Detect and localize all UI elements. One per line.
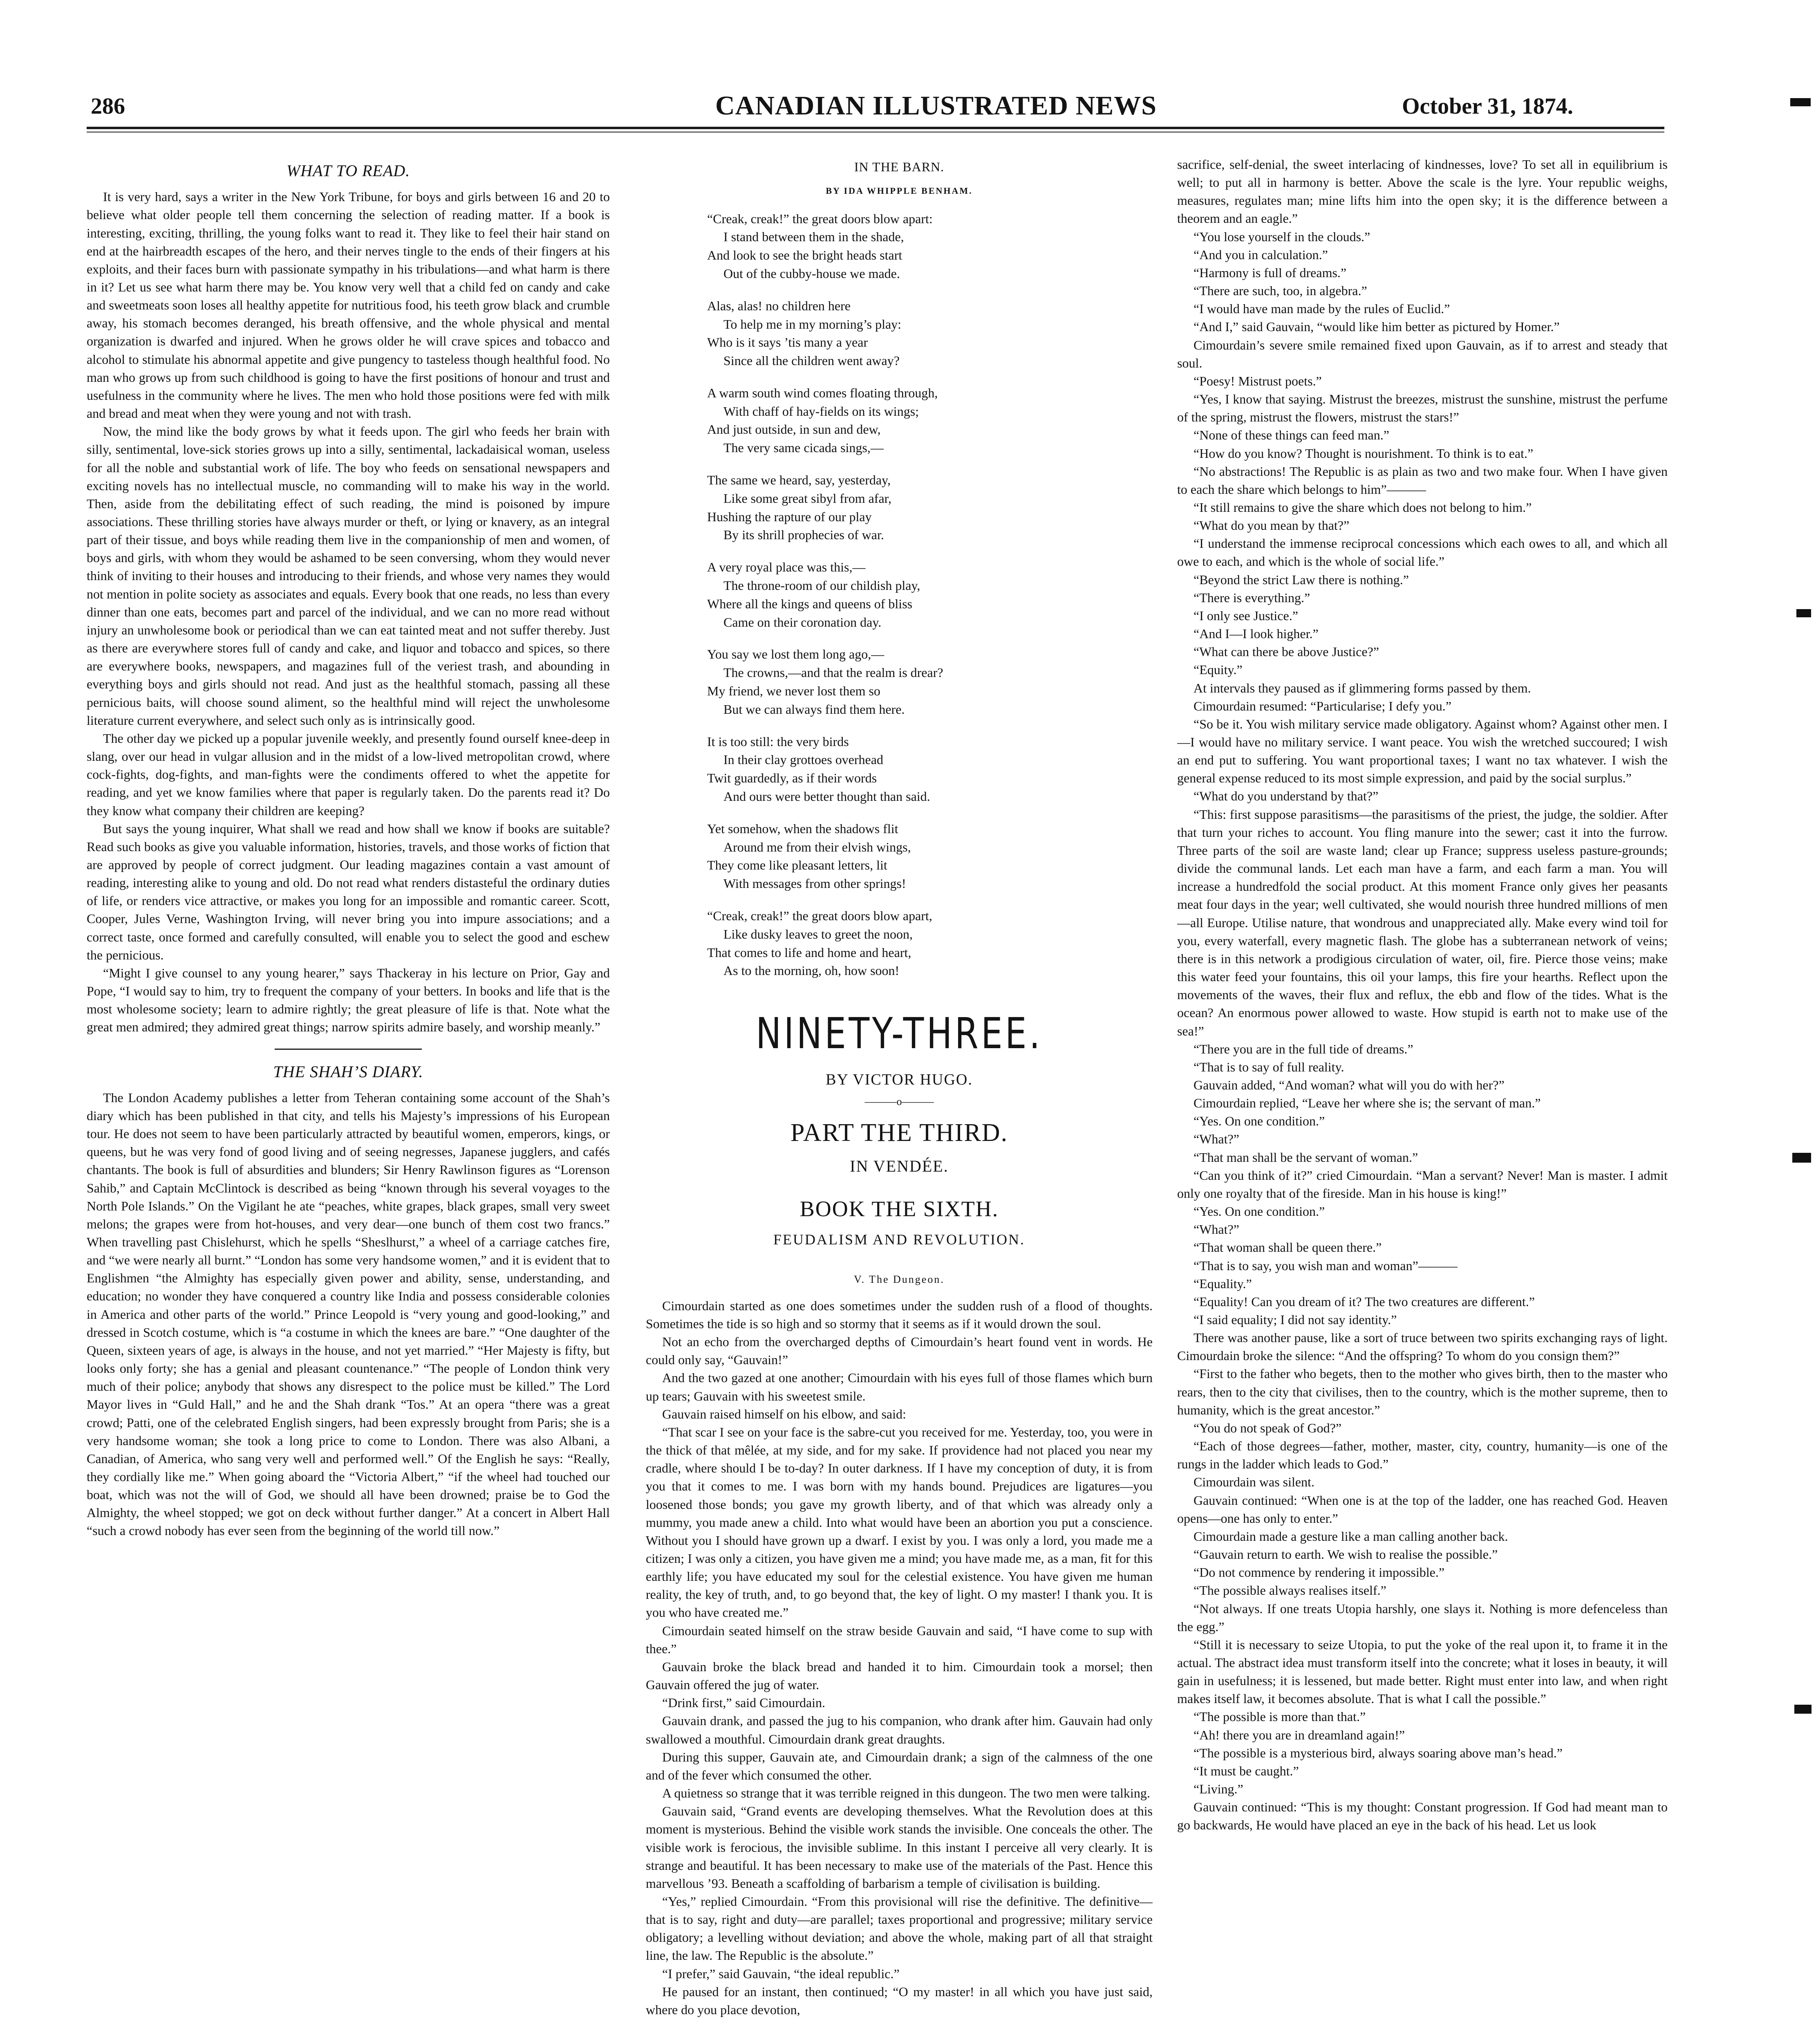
section-title-shahs-diary: THE SHAH’S DIARY. xyxy=(273,1062,423,1081)
story-paragraph: “Yes. On one condition.” xyxy=(1193,1204,1325,1219)
newspaper-title: CANADIAN ILLUSTRATED NEWS xyxy=(715,91,1157,121)
story-paragraph: “Gauvain return to earth. We wish to realise the possible.” xyxy=(1193,1547,1498,1562)
poem-line: My friend, we never lost them so xyxy=(707,684,880,699)
story-paragraph: Cimourdain started as one does sometimes under the sudden rush of a flood of thoughts. Sometimes the tide is so high and so stormy that it seems as if it would drown the soul. xyxy=(646,1298,1153,1331)
poem-line: “Creak, creak!” the great doors blow apart, xyxy=(707,908,932,923)
story-paragraph: Cimourdain resumed: “Particularise; I defy you.” xyxy=(1193,698,1451,713)
poem-stanza xyxy=(707,210,1153,283)
poem-body xyxy=(646,210,1153,980)
story-paragraph: “It must be caught.” xyxy=(1193,1763,1299,1778)
story-paragraph: “How do you know? Thought is nourishment. To think is to eat.” xyxy=(1193,446,1534,461)
poem-stanza xyxy=(707,907,1153,980)
story-paragraph: At intervals they paused as if glimmering forms passed by them. xyxy=(1193,680,1531,695)
story-paragraph: “The possible is more than that.” xyxy=(1193,1709,1366,1724)
poem-line: With chaff of hay-fields on its wings; xyxy=(723,403,919,419)
poem-line: As to the morning, oh, how soon! xyxy=(723,963,900,978)
story-paragraph: Gauvain added, “And woman? what will you do with her?” xyxy=(1193,1077,1505,1092)
story-paragraph: “There are such, too, in algebra.” xyxy=(1193,283,1367,298)
story-paragraph: “And I—I look higher.” xyxy=(1193,626,1319,641)
article-paragraph: Now, the mind like the body grows by what it feeds upon. The girl who feeds her brain with silly, sentimental, love-sick stories grows up into a silly, sentimental, lackadaisical woman, useless for all the noble and substantial work of life. The boy who feeds on sensational newspapers and exciting novels has no intellectual muscle, no commanding will to make his way in the world. Then, aside from the debilitating effect of such reading, the mind is poisoned by impure associations. These thrilling stories have always murder or theft, or lying or knavery, as an integral part of their tissue, and boys while reading them live in the companionship of men and women, of boys and girls, with whom they would be ashamed to be seen conversing, whom they would never think of inviting to their houses and introducing to their friends, and whose very names they would not mention in polite society as associates and equals. Every book that one reads, no less than every dinner than one eats, becomes part and parcel of the individual, and we can no more read without injury an unwholesome book or periodical than we can eat tainted meat and not suffer thereby. Just as there are everywhere stores full of candy and cake, and liquor and tobacco and spices, so there are everywhere books, newspapers, and magazines full of the veriest trash, and abounding in everything boys and girls should not read. And just as the healthful stomach, passing all these pernicious baits, will choose sound aliment, so the healthful mind will reject the unwholesome literature current everywhere, and select such only as is intrinsically good. xyxy=(87,424,610,728)
story-paragraph: “And you in calculation.” xyxy=(1193,247,1328,262)
story-paragraph: “Equity.” xyxy=(1193,662,1243,677)
story-paragraph: “Harmony is full of dreams.” xyxy=(1193,265,1347,280)
poem-stanza xyxy=(707,645,1153,718)
story-paragraph: “You do not speak of God?” xyxy=(1193,1420,1342,1435)
issue-date: October 31, 1874. xyxy=(1402,94,1573,119)
poem-title: IN THE BARN. xyxy=(854,159,945,174)
poem-line: Like dusky leaves to greet the noon, xyxy=(723,926,913,941)
story-paragraph: “Equality.” xyxy=(1193,1276,1252,1291)
story-paragraph: “Yes,” replied Cimourdain. “From this provisional will rise the definitive. The definitive—that is to say, right and duty—are parallel; taxes proportional and progressive; military service obligatory; a levelling without deviation; and above the whole, making part of all that straight line, the law. The Republic is the absolute.” xyxy=(646,1894,1153,1963)
story-paragraph: “This: first suppose parasitisms—the parasitisms of the priest, the judge, the soldier. After that turn your riches to account. You fling manure into the sewer; cast it into the furrow. Three parts of the soil are waste land; clear up France; suppress useless pasture-grounds; divide the communal lands. Let each man have a farm, and each farm a man. You will increase a hundredfold the social product. At this moment France only gives her peasants meat four days in the year; well cultivated, she would nourish three hundred millions of men—all Europe. Utilise nature, that wondrous and unappreciated ally. Make every wind toil for you, every waterfall, every magnetic flash. The globe has a subterranean network of veins; there is in this network a prodigious circulation of water, oil, fire. Pierce those veins; make this water feed your fountains, this oil your lamps, this fire your hearths. Reflect upon the movements of the waves, their flux and reflux, the ebb and flow of the tides. What is the ocean? An enormous power allowed to waste. How stupid is earth not to make use of the sea!” xyxy=(1177,807,1668,1038)
poem-line: Alas, alas! no children here xyxy=(707,298,851,313)
book-heading: BOOK THE SIXTH. xyxy=(799,1196,999,1221)
serial-title: NINETY-THREE. xyxy=(756,1009,1043,1059)
story-paragraph: Gauvain raised himself on his elbow, and said: xyxy=(662,1406,906,1421)
story-paragraph: “Beyond the strict Law there is nothing.” xyxy=(1193,572,1409,587)
story-paragraph: “I prefer,” said Gauvain, “the ideal republic.” xyxy=(662,1966,900,1981)
poem-line: Yet somehow, when the shadows flit xyxy=(707,821,898,836)
poem-line: Who is it says ’tis many a year xyxy=(707,335,868,350)
column-1 xyxy=(87,155,610,2044)
story-paragraph: And the two gazed at one another; Cimourdain with his eyes full of those flames which burn up tears; Gauvain with his sweetest smile. xyxy=(646,1370,1153,1403)
serial-byline: BY VICTOR HUGO. xyxy=(826,1071,973,1088)
story-paragraph: Gauvain drank, and passed the jug to his companion, who drank after him. Gauvain had only swallowed a mouthful. Cimourdain drank great draughts. xyxy=(646,1713,1153,1746)
story-paragraph: “Not always. If one treats Utopia harshly, one slays it. Nothing is more defenceless than the egg.” xyxy=(1177,1601,1668,1634)
binding-mark xyxy=(1796,609,1811,617)
poem-line: And ours were better thought than said. xyxy=(723,789,930,804)
story-paragraph: “You lose yourself in the clouds.” xyxy=(1193,229,1370,244)
poem-line: Came on their coronation day. xyxy=(723,614,882,630)
poem-stanza xyxy=(707,820,1153,893)
article-paragraph: It is very hard, says a writer in the New York Tribune, for boys and girls between 16 and 20 to believe what older people tell them concerning the selection of reading matter. If a book is interesting, exciting, thrilling, the young folks want to read it. They like to feel their hair stand on end at the hairbreadth escapes of the hero, and their nerves tingle to the ends of their fingers at his exploits, and their faces burn with passionate sympathy in his tribulations—and what harm is there in it? Let us see what harm there may be. You know very well that a child fed on candy and cake and sweetmeats soon loses all healthy appetite for nutritious food, his teeth grow black and crumble away, his stomach becomes deranged, his breath offensive, and the whole physical and mental organization is dwarfed and injured. When he grows older he will crave spices and tobacco and alcohol to stimulate his abnormal appetite and give pungency to tasteless though healthful food. No man who grows up from such childhood is going to have the first positions of honour and trust and usefulness in the community where he lives. The men who hold those positions were fed with milk and bread and meat when they were young and not with trash. xyxy=(87,189,610,421)
story-paragraph: “None of these things can feed man.” xyxy=(1193,428,1389,443)
poem-line: A very royal place was this,— xyxy=(707,560,866,575)
story-paragraph: Cimourdain seated himself on the straw beside Gauvain and said, “I have come to sup with thee.” xyxy=(646,1623,1153,1656)
story-paragraph: “What do you mean by that?” xyxy=(1193,518,1350,533)
poem-line: The very same cicada sings,— xyxy=(723,440,884,455)
article-paragraph: “Might I give counsel to any young hearer,” says Thackeray in his lecture on Prior, Gay and Pope, “I would say to him, try to frequent the company of your betters. In books and life that is the most wholesome society; learn to admire rightly; the great pleasure of life is that. Note what the great men admired; they admired great things; narrow spirits admire basely, and worship meanly.” xyxy=(87,965,610,1035)
story-paragraph: “Still it is necessary to seize Utopia, to put the yoke of the real upon it, to frame it in the actual. The abstract idea must transform itself into the concrete; what it loses in beauty, it will gain in usefulness; it is lessened, but made better. Right must enter into law, and when right makes itself law, it becomes absolute. That is what I call the possible.” xyxy=(1177,1637,1668,1706)
story-paragraph: “Equality! Can you dream of it? The two creatures are different.” xyxy=(1193,1294,1535,1309)
section-title-what-to-read: WHAT TO READ. xyxy=(286,161,410,180)
chapter-heading: V. The Dungeon. xyxy=(854,1273,945,1285)
poem-line: And look to see the bright heads start xyxy=(707,248,902,263)
article-paragraph: But says the young inquirer, What shall we read and how shall we know if books are suitable? Read such books as give you valuable information, histories, travels, and those works of fiction that are approved by people of correct judgment. Our leading magazines contain a vast amount of reading, interesting alike to young and old. Do not read what renders distasteful the ordinary duties of life, or renders vice attractive, or makes you long for an impossible and romantic career. Scott, Cooper, Jules Verne, Washington Irving, will never bring you into impure associations; and a correct taste, once formed and carefully consulted, will enable you to select the good and eschew the pernicious. xyxy=(87,821,610,962)
poem-line: That comes to life and home and heart, xyxy=(707,945,911,960)
story-paragraph: “Do not commence by rendering it impossible.” xyxy=(1193,1565,1445,1580)
poem-line: Since all the children went away? xyxy=(723,353,900,368)
poem-line: The throne-room of our childish play, xyxy=(723,578,920,593)
story-paragraph: “That man shall be the servant of woman.” xyxy=(1193,1150,1418,1165)
story-paragraph: “That is to say of full reality. xyxy=(1193,1059,1344,1074)
story-paragraph: “What?” xyxy=(1193,1132,1239,1147)
binding-mark xyxy=(1792,1153,1811,1163)
poem-line: But we can always find them here. xyxy=(723,702,905,717)
story-paragraph: “The possible is a mysterious bird, always soaring above man’s head.” xyxy=(1193,1745,1563,1760)
binding-mark xyxy=(1794,1705,1812,1714)
story-paragraph: Not an echo from the overcharged depths of Cimourdain’s heart found vent in words. He could only say, “Gauvain!” xyxy=(646,1334,1153,1367)
article-paragraph: The London Academy publishes a letter from Teheran containing some account of the Shah’s diary which has been published in that city, and tells his Majesty’s impressions of his European tour. He does not seem to have been particularly attracted by beautiful women, emperors, kings, or queens, but he was very fond of good living and of seeing negresses, Japanese jugglers, and cafés chantants. The book is full of absurdities and blunders; Sir Henry Rawlinson figures as “Lorenson Sahib,” and Captain McClintock is described as being “known through his several voyages to the North Pole Islands.” On the Vigilant he ate “peaches, white grapes, black grapes, small very sweet melons; the grapes were from hot-houses, and very dear—one bunch of them cost two francs.” When travelling past Chislehurst, which he spells “Sheslhurst,” a wheel of a carriage catches fire, and “we were nearly all burnt.” “London has some very handsome women,” and it is evident that to Englishmen “the Almighty has especially given power and ability, sense, understanding, and education; no wonder they have conquered a country like India and possess considerable colonies in America and other parts of the world.” Prince Leopold is “very young and good-looking,” and dressed in Scotch costume, which is “a costume in which the knees are bare.” “One daughter of the Queen, sixteen years of age, is always in the house, and not yet married.” “Her Majesty is fifty, but looks only forty; she has a genial and pleasant countenance.” “The people of London think very much of their police; anybody that shows any disrespect to the police must be killed.” The Lord Mayor lives in “Guld Hall,” and he and the Shah drank “Tos.” At an opera “there was a great crowd; Patti, one of the celebrated English singers, had been expressly brought from Paris; she is a very handsome woman; she took a long price to come to London. There was also Albani, a Canadian, of America, who sang very well and performed well.” Of the English he says: “Really, they cordially like me.” When going aboard the “Victoria Albert,” “if the wheel had touched our boat, which was not the will of God, we should all have been drowned; praise be to God the Almighty, the wheel stopped; we got on deck without further danger.” At a concert in Albert Hall “such a crowd nobody has ever seen from the beginning of the world till now.” xyxy=(87,1090,610,1538)
poem-line: The crowns,—and that the realm is drear? xyxy=(723,665,943,680)
poem-line: Where all the kings and queens of bliss xyxy=(707,596,913,611)
story-paragraph: “I only see Justice.” xyxy=(1193,608,1298,623)
story-paragraph: “What can there be above Justice?” xyxy=(1193,644,1379,659)
poem-line: Out of the cubby-house we made. xyxy=(723,266,900,281)
poem-line: With messages from other springs! xyxy=(723,876,906,891)
story-paragraph: “I said equality; I did not say identity.” xyxy=(1193,1312,1397,1327)
story-paragraph: “And I,” said Gauvain, “would like him better as pictured by Homer.” xyxy=(1193,319,1560,334)
story-paragraph: “No abstractions! The Republic is as plain as two and two make four. When I have given to each the share which belongs to him”——— xyxy=(1177,464,1668,497)
poem-stanza xyxy=(707,471,1153,544)
story-paragraph: During this supper, Gauvain ate, and Cimourdain drank; a sign of the calmness of the one and of the fever which consumed the other. xyxy=(646,1749,1153,1782)
poem-line: Twit guardedly, as if their words xyxy=(707,771,877,786)
location-heading: IN VENDÉE. xyxy=(850,1156,949,1175)
story-paragraph: Gauvain said, “Grand events are developing themselves. What the Revolution does at this moment is mysterious. Behind the visible work stands the invisible. One conceals the other. The visible work is ferocious, the invisible sublime. In this instant I perceive all very clearly. It is strange and beautiful. It has been necessary to make use of the materials of the Past. Hence this marvellous ’93. Beneath a scaffolding of barbarism a temple of civilisation is building. xyxy=(646,1804,1153,1891)
story-paragraph: Gauvain broke the black bread and handed it to him. Cimourdain took a morsel; then Gauvain offered the jug of water. xyxy=(646,1659,1153,1692)
story-paragraph: Cimourdain was silent. xyxy=(1193,1475,1314,1490)
column-2 xyxy=(646,155,1153,2044)
story-paragraph: “What?” xyxy=(1193,1222,1239,1237)
story-paragraph: Cimourdain replied, “Leave her where she is; the servant of man.” xyxy=(1193,1096,1541,1111)
page-number: 286 xyxy=(91,94,125,119)
poem-line: Around me from their elvish wings, xyxy=(723,839,911,854)
poem-line: Hushing the rapture of our play xyxy=(707,509,872,524)
poem-line: Like some great sibyl from afar, xyxy=(723,491,892,506)
story-paragraph: “Yes. On one condition.” xyxy=(1193,1114,1325,1129)
story-paragraph: “Drink first,” said Cimourdain. xyxy=(662,1695,826,1710)
poem-line: I stand between them in the shade, xyxy=(723,229,904,244)
story-paragraph: “That is to say, you wish man and woman”——— xyxy=(1193,1258,1458,1273)
poem-stanza xyxy=(707,384,1153,457)
story-paragraph: “That scar I see on your face is the sabre-cut you received for me. Yesterday, too, you were in the thick of that mêlée, at my side, and for my sake. If providence had not placed you near my cradle, where should I be to-day? In outer darkness. If I have my conception of duty, it is from you that it comes to me. I was born with my hands bound. Prejudices are ligatures—you loosened those bonds; you gave my growth liberty, and of that which was already only a mummy, you made anew a child. Into what would have been an abortion you put a conscience. Without you I should have grown up a dwarf. I exist by you. I was only a lord, you made me a citizen; I was only a citizen, you have given me a mind; you have made me, as a man, fit for this earthly life; you have educated my soul for the celestial existence. You have given me human reality, the key of truth, and, to go beyond that, the key of light. O my master! I thank you. It is you who have created me.” xyxy=(646,1424,1153,1620)
story-paragraph: Cimourdain made a gesture like a man calling another back. xyxy=(1193,1529,1508,1544)
header-rule xyxy=(87,127,1664,129)
story-paragraph: He paused for an instant, then continued; “O my master! in all which you have just said, where do you place devotion, xyxy=(646,1984,1153,2017)
divider-ornament: ———o——— xyxy=(864,1096,934,1108)
story-paragraph: “I would have man made by the rules of Euclid.” xyxy=(1193,301,1450,316)
story-paragraph: “Living.” xyxy=(1193,1782,1243,1797)
binding-mark xyxy=(1790,98,1811,106)
poem-line: It is too still: the very birds xyxy=(707,734,849,749)
article-paragraph: The other day we picked up a popular juvenile weekly, and presently found ourself knee-deep in slang, over our head in vulgar allusion and in the midst of a low-lived metropolitan crowd, where cock-fights, dog-fights, and man-fights were the condiments offered to whet the appetite for reading, and yet we know families where that paper is regularly taken. Do the parents read it? Do they know what company their children are keeping? xyxy=(87,731,610,818)
poem-byline: BY IDA WHIPPLE BENHAM. xyxy=(826,186,973,196)
story-paragraph: “What do you understand by that?” xyxy=(1193,789,1379,804)
story-paragraph: “So be it. You wish military service made obligatory. Against whom? Against other men. I—I would have no military service. I want peace. You wish the wretched succoured; I wish an end put to suffering. You want proportional taxes; I want no tax whatever. I wish the general expense reduced to its most simple expression, and paid by the social surplus.” xyxy=(1177,716,1668,786)
story-paragraph: Cimourdain’s severe smile remained fixed upon Gauvain, as if to arrest and steady that soul. xyxy=(1177,337,1668,370)
poem-stanza xyxy=(707,558,1153,631)
poem-line: In their clay grottoes overhead xyxy=(723,752,883,767)
poem-line: “Creak, creak!” the great doors blow apart: xyxy=(707,211,933,226)
poem-line: To help me in my morning’s play: xyxy=(723,316,902,332)
column-3 xyxy=(1177,155,1668,2044)
story-paragraph: “I understand the immense reciprocal concessions which each owes to all, and which all owe to each, and which is the whole of social life.” xyxy=(1177,536,1668,569)
poem-line: The same we heard, say, yesterday, xyxy=(707,473,891,488)
story-paragraph: “The possible always realises itself.” xyxy=(1193,1583,1386,1598)
poem-line: They come like pleasant letters, lit xyxy=(707,858,887,873)
poem-line: A warm south wind comes floating through, xyxy=(707,385,938,400)
story-paragraph: “First to the father who begets, then to the mother who gives birth, then to the master who rears, then to the city that civilises, then to the country, which is the mother supreme, then to humanity, which is the great ancestor.” xyxy=(1177,1366,1668,1417)
section-divider xyxy=(275,1049,422,1050)
story-paragraph: “It still remains to give the share which does not belong to him.” xyxy=(1193,500,1532,515)
story-paragraph: “Each of those degrees—father, mother, master, city, country, humanity—is one of the rungs in the ladder which leads to God.” xyxy=(1177,1439,1668,1472)
poem-stanza xyxy=(707,733,1153,806)
poem-stanza xyxy=(707,297,1153,370)
story-paragraph: “Poesy! Mistrust poets.” xyxy=(1193,373,1322,388)
poem-line: You say we lost them long ago,— xyxy=(707,647,884,662)
story-paragraph: A quietness so strange that it was terrible reigned in this dungeon. The two men were talking. xyxy=(662,1786,1150,1801)
book-subtitle: FEUDALISM AND REVOLUTION. xyxy=(773,1231,1025,1248)
poem-line: And just outside, in sun and dew, xyxy=(707,422,881,437)
story-paragraph: “That woman shall be queen there.” xyxy=(1193,1240,1382,1255)
story-paragraph: “Can you think of it?” cried Cimourdain. “Man a servant? Never! Man is master. I admit only one royalty that of the fireside. Man in his house is king!” xyxy=(1177,1168,1668,1201)
story-paragraph: Gauvain continued: “This is my thought: Constant progression. If God had meant man to go backwards, He would have placed an eye in the back of his head. Let us look xyxy=(1177,1800,1668,1833)
story-paragraph: Gauvain continued: “When one is at the top of the ladder, one has reached God. Heaven opens—one has only to enter.” xyxy=(1177,1493,1668,1526)
story-paragraph: sacrifice, self-denial, the sweet interlacing of kindnesses, love? To set all in equilibrium is well; to put all in harmony is better. Above the scale is the lyre. Your republic weighs, measures, regulates man; mine lifts him into the open sky; it is the difference between a theorem and an eagle.” xyxy=(1177,157,1668,226)
story-paragraph: “Yes, I know that saying. Mistrust the breezes, mistrust the sunshine, mistrust the perfume of the spring, mistrust the flowers, mistrust the stars!” xyxy=(1177,392,1668,425)
story-paragraph: “There is everything.” xyxy=(1193,590,1310,605)
part-heading: PART THE THIRD. xyxy=(790,1119,1008,1147)
story-paragraph: There was another pause, like a sort of truce between two spirits exchanging rays of light. Cimourdain broke the silence: “And the offspring? To whom do you consign them?” xyxy=(1177,1330,1668,1363)
story-paragraph: “There you are in the full tide of dreams.” xyxy=(1193,1041,1413,1056)
story-paragraph: “Ah! there you are in dreamland again!” xyxy=(1193,1727,1405,1742)
poem-line: By its shrill prophecies of war. xyxy=(723,527,884,542)
